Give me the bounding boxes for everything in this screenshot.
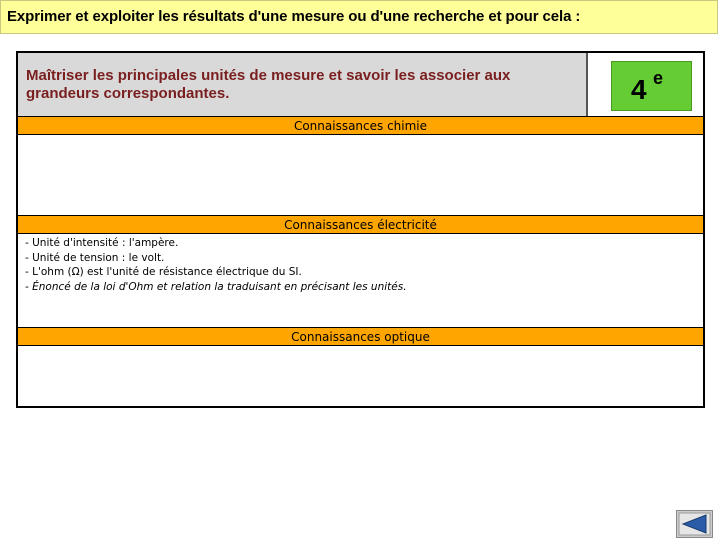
page-header <box>0 0 718 34</box>
section-header-electricite <box>18 215 703 234</box>
section-body-chimie <box>18 135 703 215</box>
level-badge <box>611 61 692 111</box>
section-body-optique <box>18 346 703 406</box>
knowledge-line: - Énoncé de la loi d'Ohm et relation la traduisant en précisant les unités. <box>25 280 407 293</box>
section-header-chimie <box>18 116 703 135</box>
level-panel <box>587 53 703 116</box>
back-button[interactable] <box>676 510 713 538</box>
section-label-electricite: Connaissances électricité <box>284 218 437 232</box>
page-title: Exprimer et exploiter les résultats d'une mesure ou d'une recherche et pour cela : <box>7 8 581 25</box>
section-body-electricite <box>18 234 703 326</box>
level-number: 4 <box>631 74 647 105</box>
knowledge-line: - Unité d'intensité : l'ampère. <box>25 237 179 249</box>
objective-panel <box>18 53 587 116</box>
knowledge-line: - Unité de tension : le volt. <box>25 251 165 264</box>
competence-card <box>16 51 705 408</box>
section-label-chimie: Connaissances chimie <box>293 119 428 133</box>
level-superscript: e <box>653 68 664 88</box>
knowledge-line: - L'ohm (Ω) est l'unité de résistance électrique du SI. <box>25 266 302 278</box>
section-header-optique <box>18 327 703 346</box>
section-label-optique: Connaissances optique <box>291 330 430 344</box>
objective-text: Maîtriser les principales unités de mesure et savoir les associer aux grandeurs correspondantes. <box>26 67 511 102</box>
back-arrow-icon <box>677 511 712 537</box>
